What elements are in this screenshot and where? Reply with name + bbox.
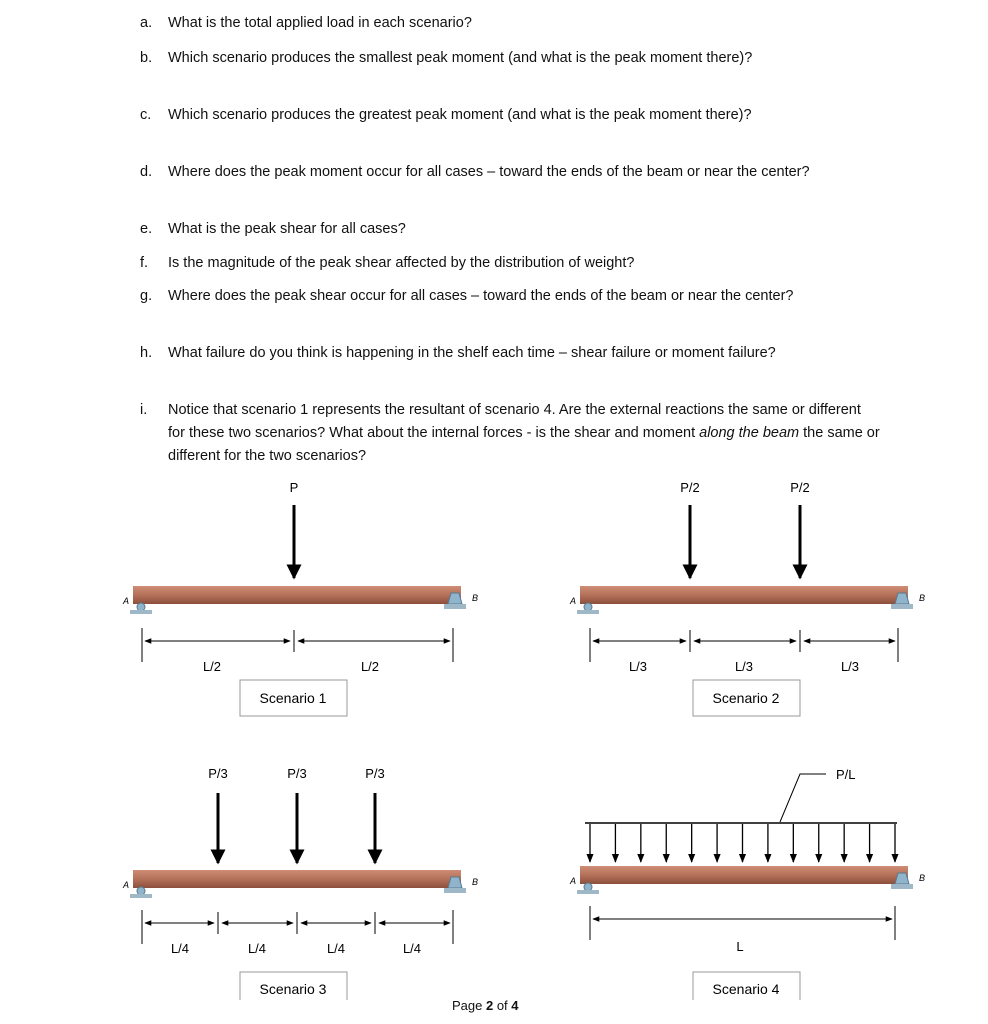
dimension-lines xyxy=(142,910,453,944)
svg-text:B: B xyxy=(919,873,926,883)
question-letter: d. xyxy=(140,164,153,180)
question-text: Notice that scenario 1 represents the resultant of scenario 4. Are the external reactions the same or different for these two scenarios? What about the internal forces - is the shear and moment along the beam the same or different for the two scenarios? xyxy=(168,402,880,464)
span-label: L/2 xyxy=(202,659,222,674)
question-text: Is the magnitude of the peak shear affected by the distribution of weight? xyxy=(168,255,635,271)
question-letter: a. xyxy=(140,15,153,31)
question-text: What failure do you think is happening in the shelf each time – shear failure or moment failure? xyxy=(168,345,776,361)
load-label: P/3 xyxy=(208,766,228,781)
question-letter: e. xyxy=(140,221,153,237)
svg-text:A: A xyxy=(570,596,577,606)
span-label: L/2 xyxy=(360,659,380,674)
question-text: Which scenario produces the greatest peak moment (and what is the peak moment there)? xyxy=(168,107,752,123)
question-text: What is the peak shear for all cases? xyxy=(168,221,406,237)
load-label: P/3 xyxy=(365,766,385,781)
scenario-2 xyxy=(569,480,925,716)
question-letter: g. xyxy=(140,288,153,304)
scenario-1 xyxy=(122,480,478,716)
span-label: L/3 xyxy=(840,659,860,674)
svg-text:A: A xyxy=(123,880,130,890)
distributed-load-arrows xyxy=(590,824,895,862)
span-label: L xyxy=(736,939,744,954)
svg-text:B: B xyxy=(472,593,479,603)
dimension-lines xyxy=(590,628,898,662)
question-text: Which scenario produces the smallest peak moment (and what is the peak moment there)? xyxy=(168,50,753,66)
load-label: P/2 xyxy=(680,480,700,495)
beam xyxy=(133,870,461,888)
svg-text:B: B xyxy=(472,877,479,887)
load-label: P/3 xyxy=(287,766,307,781)
load-label: P xyxy=(289,480,299,495)
scenario-4 xyxy=(569,767,925,1000)
question-letter: h. xyxy=(140,345,153,361)
span-label: L/3 xyxy=(734,659,754,674)
svg-text:B: B xyxy=(919,593,926,603)
span-label: L/3 xyxy=(628,659,648,674)
question-letter: c. xyxy=(140,107,152,123)
question-letter: f. xyxy=(140,255,149,271)
scenario-title: Scenario 2 xyxy=(712,690,780,706)
question-letter: i. xyxy=(140,402,148,418)
load-leader-line xyxy=(780,774,826,822)
span-label: L/4 xyxy=(402,941,422,956)
scenario-title: Scenario 3 xyxy=(259,981,327,997)
question-text: Where does the peak moment occur for all cases – toward the ends of the beam or near the center? xyxy=(168,164,810,180)
page-number: Page 2 of 4 xyxy=(452,998,519,1013)
span-label: L/4 xyxy=(247,941,267,956)
span-label: L/4 xyxy=(170,941,190,956)
beam-diagrams xyxy=(0,470,988,1000)
question-letter: b. xyxy=(140,50,153,66)
beam xyxy=(580,586,908,604)
load-label: P/2 xyxy=(790,480,810,495)
dimension-lines xyxy=(590,906,895,940)
dimension-lines xyxy=(142,628,453,662)
load-label: P/L xyxy=(836,767,856,782)
beam xyxy=(133,586,461,604)
scenario-title: Scenario 1 xyxy=(259,690,327,706)
question-text: Where does the peak shear occur for all cases – toward the ends of the beam or near the center? xyxy=(168,288,794,304)
span-label: L/4 xyxy=(326,941,346,956)
svg-text:A: A xyxy=(123,596,130,606)
svg-text:A: A xyxy=(570,876,577,886)
question-text: What is the total applied load in each scenario? xyxy=(168,15,472,31)
scenario-3 xyxy=(122,766,478,1000)
scenario-title: Scenario 4 xyxy=(712,981,780,997)
beam xyxy=(580,866,908,884)
